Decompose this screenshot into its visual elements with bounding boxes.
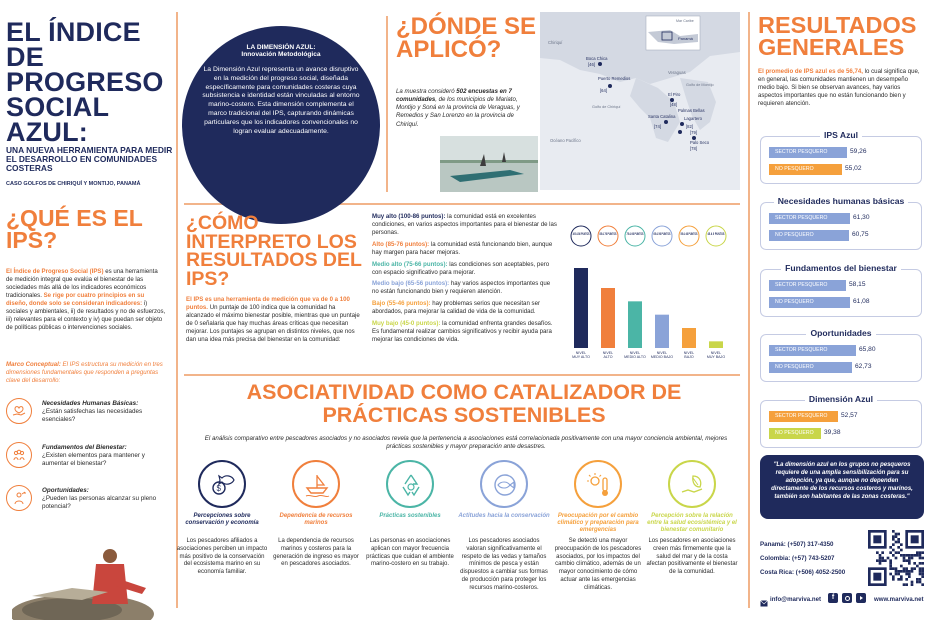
result-value: 55,02 <box>845 165 862 172</box>
chart-bar <box>682 328 696 348</box>
level-text: hay varios aspectos importantes que no están funcionando bien y requieren atención. <box>372 280 551 296</box>
pillar <box>552 460 644 593</box>
group-people-icon <box>6 442 32 468</box>
result-value: 58,15 <box>849 281 866 288</box>
map-label-town: El Piro <box>668 92 681 97</box>
dimension-name: Oportunidades: <box>42 487 89 494</box>
map-label-count: [46] <box>588 62 595 67</box>
result-bar: SECTOR PESQUERO <box>769 411 838 422</box>
map-label-count: [79] <box>690 130 697 135</box>
resultados-text: lo cual significa que, en general, las comunidades mantienen un desempeño medio bajo. Si bien se observan avances, hay varios aspectos importantes que no están funcionando bien y requieren atención. <box>758 68 920 108</box>
resultados-lead: El promedio de IPS azul es de 56,74, <box>758 68 863 75</box>
chart-bar <box>601 288 615 348</box>
map-label-ocean: Océano Pacífico <box>550 138 581 143</box>
contact-country: Panamá: <box>760 541 786 548</box>
pillar-body: Los pescadores en asociaciones creen más firmemente que la salud del mar y de la costa afectan positivamente el bienestar de la comunidad. <box>646 538 738 576</box>
result-value: 65,80 <box>859 346 876 353</box>
range-label: 75 A 66 PUNTOS <box>626 232 645 236</box>
result-title: IPS Azul <box>820 130 862 140</box>
result-bar: NO PESQUERO <box>769 230 849 241</box>
donde-heading: ¿DÓNDE SE APLICÓ? <box>396 13 537 63</box>
contact-phone: (+507) 317-4350 <box>787 541 834 548</box>
fish-coin-icon <box>198 460 246 508</box>
ips-lead: El Índice de Progreso Social (IPS) <box>6 268 104 275</box>
footer-website-link[interactable]: www.marviva.net <box>874 596 924 603</box>
level-item <box>372 320 558 344</box>
email-icon <box>760 594 768 612</box>
range-badge <box>598 226 618 246</box>
result-title-wrap <box>760 323 922 341</box>
result-title: Necesidades humanas básicas <box>774 196 909 206</box>
pillar-body: Se detectó una mayor preocupación de los pescadores asociados, por los impactos del cambio climático, además de un mayor conocimiento de cómo actuar ante las emergencias climáticas. <box>554 538 642 591</box>
pillar-body: Las personas en asociaciones aplican con mayor frecuencia prácticas que cuidan el ambiente marino-costero en su trabajo. <box>366 538 454 568</box>
donde-body <box>396 88 528 129</box>
location-map <box>540 12 740 190</box>
pillar <box>458 460 550 593</box>
donde-body-rest: , de los municipios de Mariato, Montijo y Soná en la provincia de Veraguas, y Remedios y San Lorenzo en la provincia de Chiriquí. <box>396 96 520 128</box>
pillar-title: Prácticas sostenibles <box>379 513 441 519</box>
chart-bar <box>574 268 588 348</box>
azul-body: La Dimensión Azul representa un avance disruptivo en la medición del progreso social, diseñada específicamente para comunidades costeras cuya subsistencia e identidad están vinculadas al entorno marino-costero. Esta dimensión complementa el marco tradicional del IPS, capturando dinámicas particulares que los indicadores convencionales no logran evaluar adecuadamente. <box>202 66 360 135</box>
result-card <box>760 136 922 184</box>
recycle-icon <box>386 460 434 508</box>
result-value: 61,08 <box>853 298 870 305</box>
pillar-title: Actitudes hacia la conservación <box>458 513 550 519</box>
azul-dimension-circle <box>182 26 380 224</box>
map-label-gulf: Golfo de Montijo <box>686 83 714 87</box>
map-label-town: Palmas Bellas <box>678 108 705 113</box>
pillar-title: Percepción sobre la relación entre la salud ecosistémica y el bienestar comunitario <box>647 513 737 533</box>
asoc-intro: El análisis comparativo entre pescadores asociados y no asociados revela que la pertenencia a asociaciones está correlacionada positivamente con una mayor conciencia ambiental, mejores prácticas sostenibles y mayor preparación ante desastres. <box>204 435 728 451</box>
result-bar: SECTOR PESQUERO <box>769 345 856 356</box>
pillar <box>176 460 268 577</box>
donde-body-pre: La muestra consideró <box>396 88 457 95</box>
contact-colombia <box>760 555 834 562</box>
como-heading: ¿CÓMO INTERPRETO LOS RESULTADOS DEL IPS? <box>186 212 362 290</box>
pillar-body: La dependencia de recursos marinos y costeros para la generación de ingreso es mayor en pescadores asociados. <box>273 538 359 568</box>
result-bar: SECTOR PESQUERO <box>769 147 847 158</box>
dimension-row <box>6 442 166 482</box>
category-label: NIVEL MEDIO BAJO <box>650 351 674 360</box>
level-label: Bajo (55-46 puntos): <box>372 300 431 308</box>
range-label: 45 A 0 PUNTOS <box>707 232 726 236</box>
levels-list <box>372 213 558 348</box>
map-label-count: [48] <box>670 102 677 107</box>
dimension-name: Necesidades Humanas Básicas: <box>42 400 139 407</box>
fisherman-photo <box>12 548 162 620</box>
category-label: NIVEL ALTO <box>602 351 614 360</box>
sun-thermometer-icon <box>574 460 622 508</box>
map-label-region: Chiriquí <box>548 40 563 45</box>
level-item <box>372 241 558 257</box>
instagram-icon[interactable] <box>842 593 852 603</box>
map-label-count: [74] <box>654 124 661 129</box>
range-label: 65 A 56 PUNTOS <box>653 232 672 236</box>
facebook-icon[interactable]: f <box>828 593 838 603</box>
result-bar: NO PESQUERO <box>769 362 852 373</box>
level-label: Muy alto (100-86 puntos): <box>372 213 446 220</box>
result-value: 62,73 <box>855 363 872 370</box>
result-bar: NO PESQUERO <box>769 297 850 308</box>
como-body-text: Un puntaje de 100 indica que la comunidad ha alcanzado el máximo bienestar posible, mientras que un puntaje de 0 señalaria que hay muchas áreas críticas que necesitan mejorar. Los puntajes se agrupan en distintos niveles, que nos dan una idea más precisa del bienestar en la comunidad: <box>186 304 360 344</box>
marco-body: El IPS estructura su medición en tres dimensiones fundamentales que responden a preguntas clave del desarrollo: <box>6 361 163 385</box>
map-label-town: Boca Chica <box>586 56 608 61</box>
chart-bar <box>655 315 669 348</box>
level-label: Alto (85-76 puntos): <box>372 240 430 248</box>
result-title-wrap <box>760 191 922 209</box>
como-lead: El IPS es una herramienta de medición que va de 0 a 100 puntos. <box>186 296 350 312</box>
result-bar: SECTOR PESQUERO <box>769 280 846 291</box>
ips-body1: es una herramienta de medición integral que evalúa el bienestar de las sociedades más allá de los indicadores económicos tradicionales. <box>6 268 158 300</box>
marco-text <box>6 361 166 385</box>
map-label-count: [64] <box>600 88 607 93</box>
marco-lead: Marco Conceptual: <box>6 361 61 368</box>
contact-country: Costa Rica: <box>760 569 795 576</box>
range-badge <box>706 226 726 246</box>
map-label-gulf: Golfo de Chiriquí <box>592 105 621 109</box>
page-subtitle: UNA NUEVA HERRAMIENTA PARA MEDIR EL DESARROLLO EN COMUNIDADES COSTERAS <box>6 145 173 173</box>
principles-text: i) sociales y ambientales, ii) de resultados y no de esfuerzos, iii) relevantes para el contexto y iv) que puedan ser objeto de políticas públicas o intervenciones sociales. <box>6 300 166 332</box>
azul-title: LA DIMENSIÓN AZUL: <box>246 44 316 51</box>
contact-phone: (+506) 4052-2500 <box>795 569 846 576</box>
result-title: Dimensión Azul <box>805 394 877 404</box>
range-badge <box>652 226 672 246</box>
pillar-body: Los pescadores asociados valoran significativamente el respeto de las vedas y tamaños mínimos de pesca y están dispuestos a cambiar sus formas de producción para proteger los recursos marino-costeros. <box>460 538 548 591</box>
divider-asoc <box>184 374 740 376</box>
map-label-town: Palo Seco <box>690 140 710 145</box>
level-label: Medio alto (75-66 puntos): <box>372 260 448 268</box>
result-bar: SECTOR PESQUERO <box>769 213 850 224</box>
contact-country: Colombia: <box>760 555 791 562</box>
asoc-heading: ASOCIATIVIDAD COMO CATALIZADOR DE PRÁCTICAS SOSTENIBLES <box>246 380 682 427</box>
pillar <box>270 460 362 569</box>
result-value: 39,38 <box>824 429 841 436</box>
category-label: NIVEL MUY ALTO <box>572 351 590 360</box>
result-value: 52,57 <box>841 412 858 419</box>
category-label: NIVEL MEDIO ALTO <box>624 351 646 360</box>
hand-heart-icon <box>6 398 32 424</box>
chart-bar <box>709 341 723 348</box>
map-label-region: Veraguas <box>668 70 686 75</box>
map-label-town: Santa Catalina <box>648 114 676 119</box>
youtube-icon[interactable] <box>856 593 866 603</box>
map-label-sea: Mar Caribe <box>676 19 694 23</box>
level-text: la comunidad está funcionando bien, aunque hay margen para hacer mejoras. <box>372 240 553 256</box>
contact-panama <box>760 541 833 548</box>
range-label: 55 A 46 PUNTOS <box>680 232 699 236</box>
chart-bar <box>628 301 642 348</box>
result-value: 59,26 <box>850 148 867 155</box>
dimension-row <box>6 398 166 438</box>
range-badge <box>679 226 699 246</box>
contact-phone: (+57) 743-5207 <box>791 555 835 562</box>
levels-bar-chart <box>566 222 732 367</box>
map-label-town: Puerto Remedios <box>598 76 631 81</box>
quote-box: "La dimensión azul en los grupos no pesqueros requiere de una amplia sensibilización para su adopción, ya que, aunque no dependen directamente de los recursos costeros y marinos, también son habitantes de las zonas costeras." <box>760 455 924 519</box>
level-label: Medio bajo (65-56 puntos): <box>372 280 450 288</box>
pillar-title: Percepciones sobre conservación y economía <box>185 513 259 526</box>
result-card <box>760 400 922 448</box>
level-item <box>372 261 558 277</box>
map-label-count: [82] <box>686 124 693 129</box>
result-title: Fundamentos del bienestar <box>781 263 901 273</box>
result-bar: NO PESQUERO <box>769 428 821 439</box>
map-label-country: Panamá <box>678 36 693 41</box>
category-label: NIVEL BAJO <box>683 351 695 360</box>
range-label: 100 A 86 PUNTOS <box>572 232 590 236</box>
result-title-wrap <box>760 389 922 407</box>
result-card <box>760 202 922 250</box>
result-title-wrap <box>760 125 922 143</box>
resultados-heading: RESULTADOS GENERALES <box>758 12 917 61</box>
donde-bold: 502 encuestas en 7 comunidades <box>396 88 512 104</box>
page-title: EL ÍNDICE DE PROGRESO SOCIAL AZUL: <box>6 17 164 148</box>
contact-costa-rica <box>760 569 845 576</box>
result-value: 60,75 <box>852 231 869 238</box>
dimension-question: ¿Existen elementos para mantener y aumentar el bienestar? <box>42 452 145 468</box>
principles-lead: Se rige por cuatro principios en su diseño, donde solo se consideran indicadores: <box>6 292 145 308</box>
que-es-body <box>6 268 166 332</box>
globe-fish-icon <box>480 460 528 508</box>
result-value: 61,30 <box>853 214 870 221</box>
como-body <box>186 296 362 344</box>
map-label-town: Lagartero <box>684 116 702 121</box>
level-text: hay problemas serios que necesitan ser abordados, para mejorar la calidad de vida de la comunidad. <box>372 300 540 316</box>
category-label: NIVEL MUY BAJO <box>706 351 726 360</box>
result-bar: NO PESQUERO <box>769 164 842 175</box>
result-card <box>760 269 922 317</box>
qr-code[interactable] <box>868 530 924 586</box>
dimension-question: ¿Pueden las personas alcanzar su pleno potencial? <box>42 495 157 511</box>
range-label: 85 A 76 PUNTOS <box>599 232 618 236</box>
pillar-body: Los pescadores afiliados a asociaciones perciben un impacto más positivo de la conservación del ecosistema marino en su economía familiar. <box>176 538 268 576</box>
bar-chart-svg <box>566 222 732 367</box>
azul-subtitle: Innovación Metodológica <box>241 51 321 58</box>
level-label: Muy bajo (45-0 puntos): <box>372 320 441 328</box>
dimension-name: Fundamentos del Bienestar: <box>42 444 127 451</box>
boat-icon <box>292 460 340 508</box>
resultados-body <box>758 68 924 108</box>
result-card <box>760 334 922 382</box>
level-item <box>372 213 558 237</box>
result-title-wrap <box>760 258 922 276</box>
que-es-heading: ¿QUÉ ES EL IPS? <box>6 205 143 253</box>
pillar <box>646 460 738 577</box>
boat-photo <box>440 136 538 192</box>
range-badge <box>625 226 645 246</box>
map-label-count: [78] <box>690 146 697 151</box>
level-item <box>372 300 558 316</box>
pillar <box>364 460 456 569</box>
result-title: Oportunidades <box>806 328 875 338</box>
growth-icon <box>6 485 32 511</box>
level-text: las condiciones son aceptables, pero con espacio significativo para mejorar. <box>372 260 550 276</box>
leaf-hand-icon <box>668 460 716 508</box>
level-text: la comunidad está en excelentes condiciones, en varios aspectos importantes para el bienestar de las personas. <box>372 213 557 236</box>
level-item <box>372 280 558 296</box>
dimension-question: ¿Están satisfechas las necesidades esenciales? <box>42 408 143 424</box>
footer-email-link[interactable]: info@marviva.net <box>770 596 821 603</box>
divider-right <box>748 12 750 608</box>
range-badge <box>571 226 591 246</box>
level-text: la comunidad enfrenta grandes desafíos. Es fundamental realizar cambios significativos y recibir ayuda para mejorar las condiciones de vida. <box>372 320 553 343</box>
dimension-row <box>6 485 166 525</box>
svg-text:$: $ <box>216 484 221 493</box>
divider-azul-donde <box>386 16 388 192</box>
pillar-title: Dependencia de recursos marinos <box>279 513 353 526</box>
pillar-title: Preocupación por el cambio climático y preparación para emergencias <box>557 513 639 533</box>
case-label: CASO GOLFOS DE CHIRIQUÍ Y MONTIJO, PANAMÁ <box>6 181 141 187</box>
